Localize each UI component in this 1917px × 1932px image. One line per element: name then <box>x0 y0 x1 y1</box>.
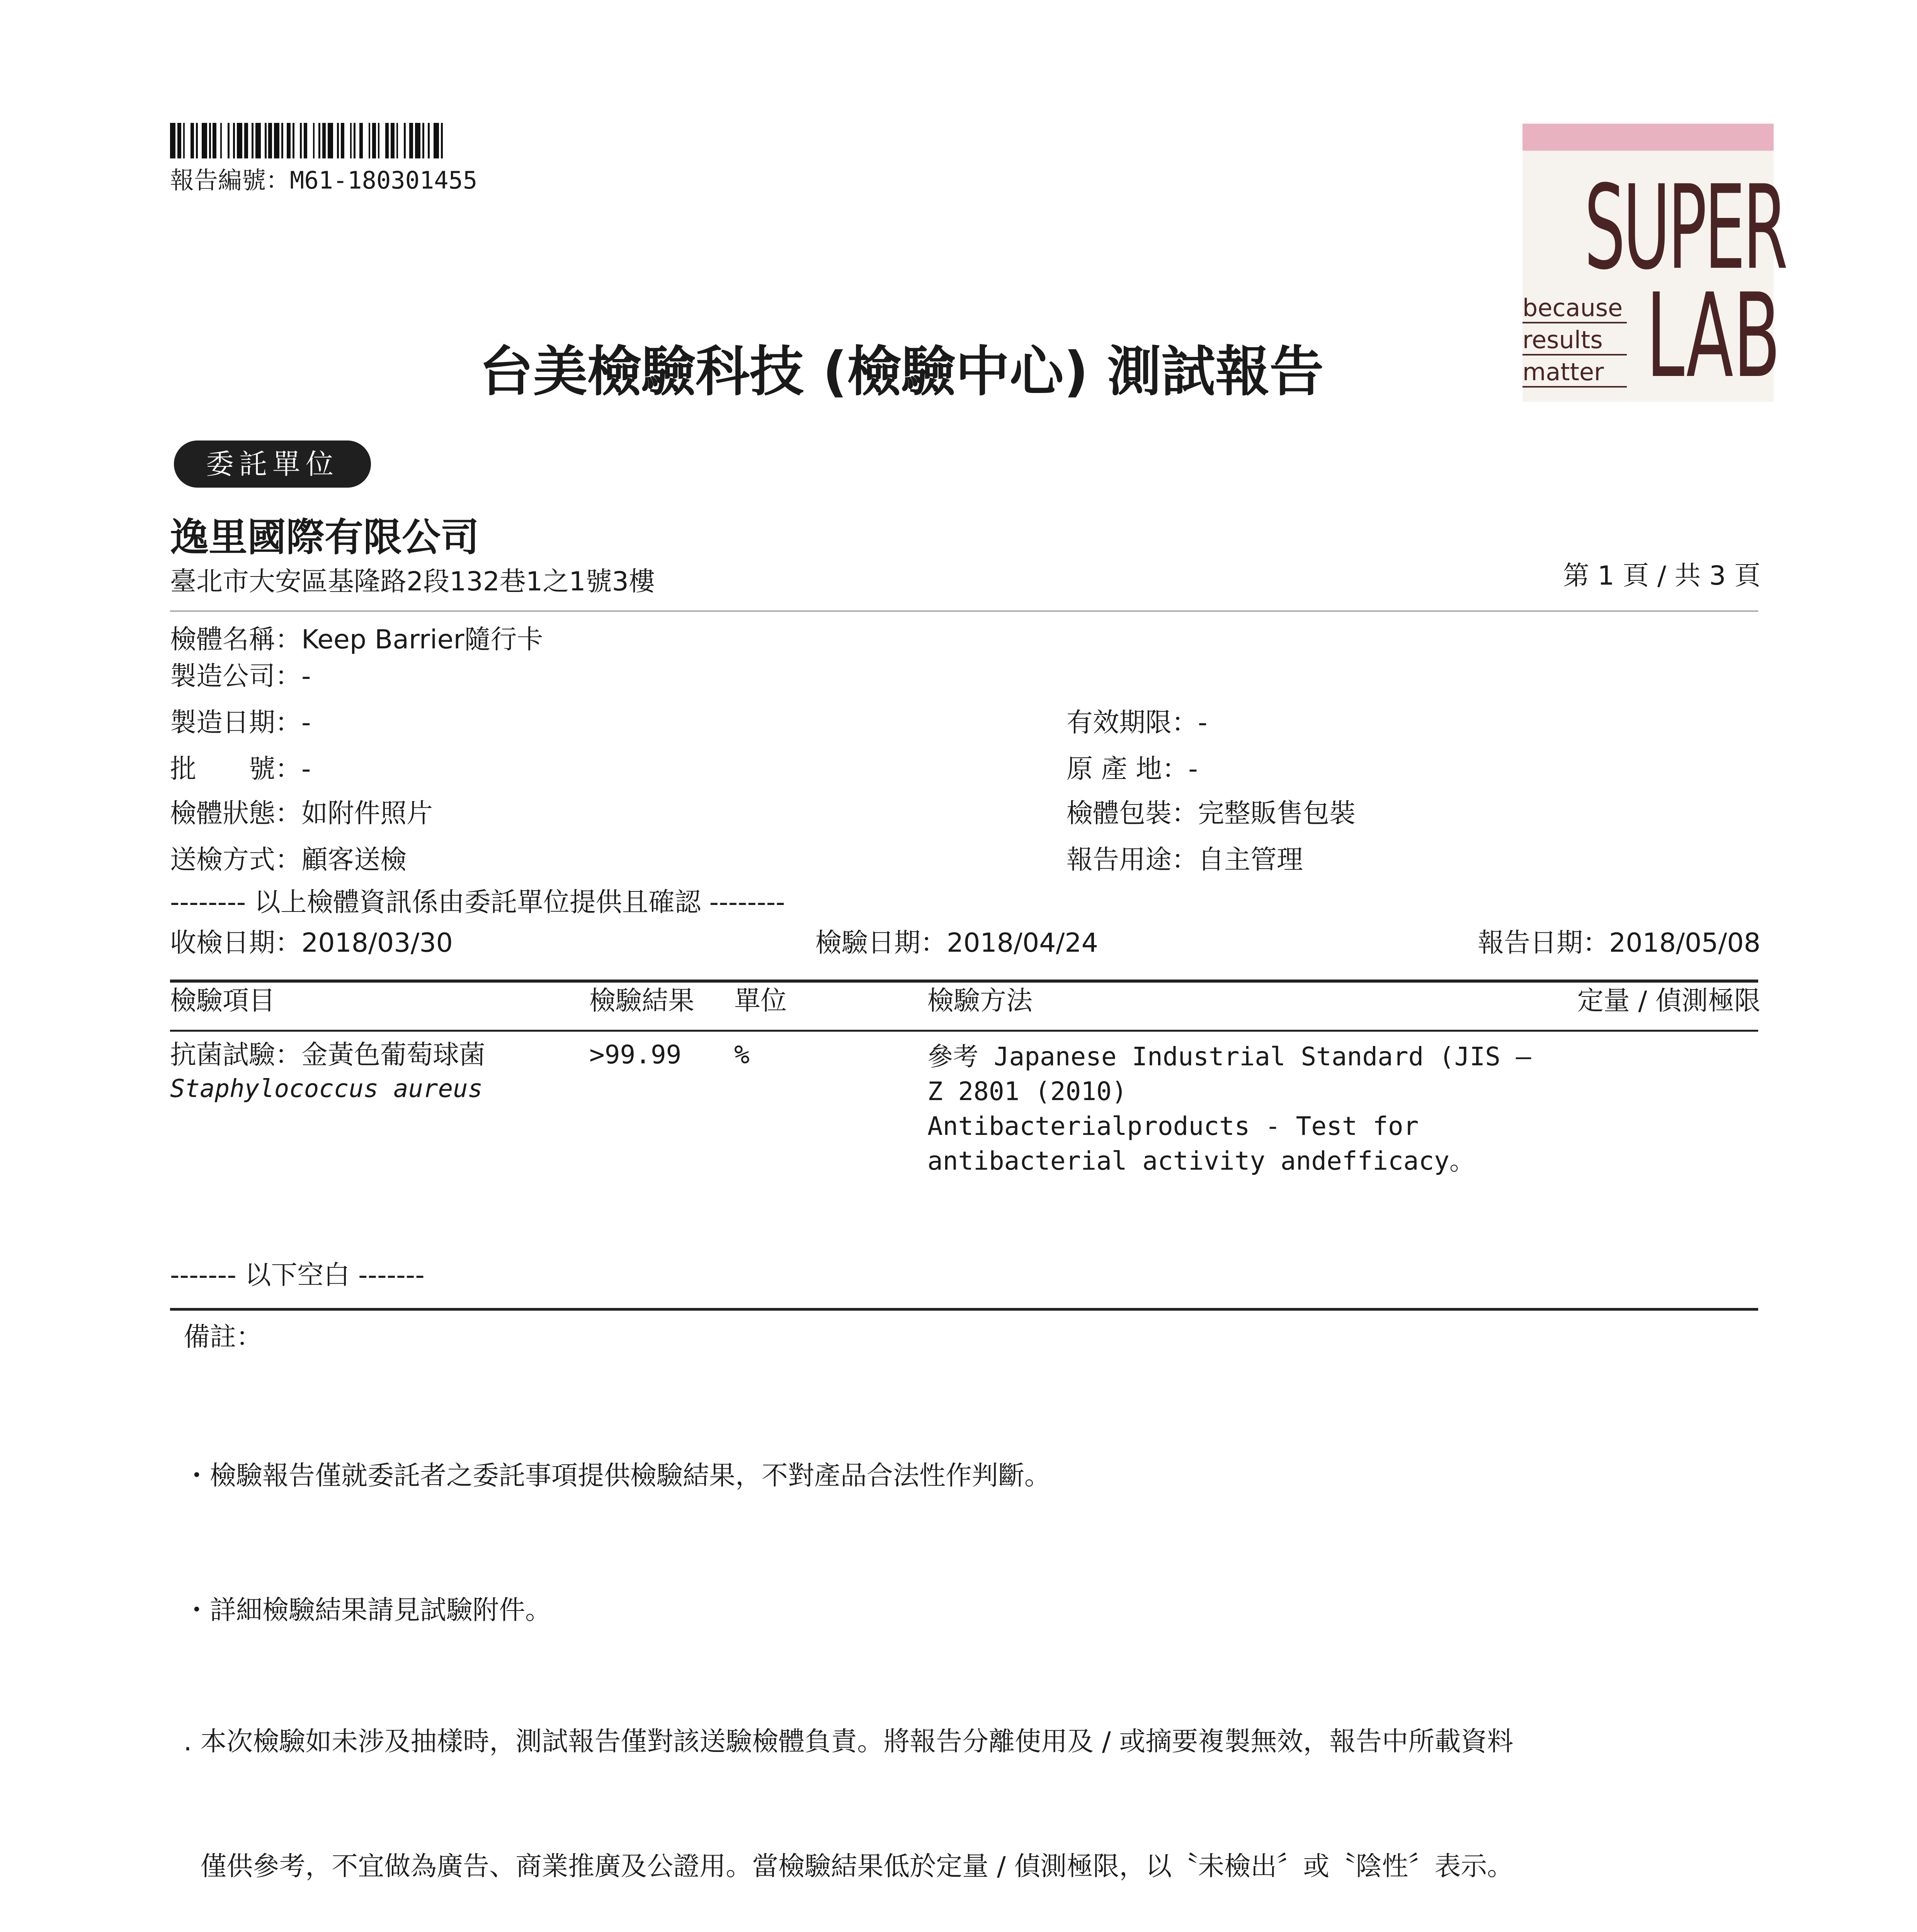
expiry-label: 有效期限： <box>1067 707 1198 738</box>
logo-tag-because: because <box>1522 294 1627 323</box>
mfg-date-value: - <box>301 707 311 738</box>
note-item: ・檢驗報告僅就委託者之委託事項提供檢驗結果，不對產品合法性作判斷。 <box>184 1461 1051 1491</box>
package-label: 檢體包裝： <box>1067 798 1198 829</box>
sample-maker <box>170 661 311 692</box>
barcode-bar <box>404 123 406 158</box>
client-badge: 委託單位 <box>174 440 371 488</box>
barcode-bar <box>372 123 376 158</box>
sample-name-value: Keep Barrier隨行卡 <box>301 624 543 655</box>
barcode-bar <box>196 123 198 158</box>
barcode-bar <box>287 123 291 158</box>
barcode-bar <box>391 123 395 158</box>
table-bottom-border <box>170 1308 1758 1311</box>
expiry-value: - <box>1198 707 1208 738</box>
result-value: >99.99 <box>589 1040 682 1070</box>
sample-mfg-date <box>170 707 311 739</box>
barcode-bar <box>265 123 267 158</box>
logo-tag-matter: matter <box>1522 358 1627 388</box>
barcode-bar <box>274 123 279 158</box>
blank-note: ------- 以下空白 ------- <box>170 1260 425 1291</box>
logo-word-super: SUPER <box>1584 160 1786 295</box>
barcode-bar <box>369 123 371 158</box>
barcode-bar <box>415 123 420 158</box>
barcode-bar <box>354 123 356 158</box>
tested-date: 檢驗日期：2018/04/24 <box>815 928 1098 958</box>
barcode-bar <box>183 123 185 158</box>
col-header-unit: 單位 <box>734 986 787 1016</box>
barcode-bar <box>220 123 222 158</box>
barcode-bar <box>322 123 326 158</box>
barcode-bar <box>268 123 272 158</box>
barcode-bar <box>409 123 413 158</box>
barcode-bar <box>202 123 207 158</box>
barcode-bar <box>434 123 439 158</box>
barcode-bar <box>337 123 339 158</box>
confirm-note: -------- 以上檢體資訊係由委託單位提供且確認 -------- <box>170 887 785 918</box>
result-item: 抗菌試驗：金黃色葡萄球菌 <box>170 1040 486 1070</box>
col-header-method: 檢驗方法 <box>927 986 1033 1016</box>
table-top-border <box>170 980 1758 983</box>
sample-delivery <box>170 844 407 876</box>
page-info: 第 1 頁 / 共 3 頁 <box>1563 561 1761 591</box>
package-value: 完整販售包裝 <box>1198 798 1356 829</box>
barcode-bar <box>313 123 315 158</box>
delivery-label: 送檢方式： <box>170 845 302 875</box>
sample-maker-label: 製造公司： <box>170 661 302 692</box>
sample-state <box>170 798 433 830</box>
barcode-bar <box>237 123 242 158</box>
barcode-bar <box>304 123 308 158</box>
superlab-logo <box>1522 124 1786 403</box>
barcode <box>170 123 533 158</box>
method-line-1: 參考 Japanese Industrial Standard (JIS — <box>927 1042 1531 1071</box>
batch-label: 批 號： <box>170 754 302 784</box>
delivery-value: 顧客送檢 <box>301 845 407 875</box>
barcode-bar <box>328 123 333 158</box>
notes-title: 備註： <box>184 1322 263 1352</box>
barcode-bar <box>170 123 175 158</box>
sample-name-label: 檢體名稱： <box>170 624 302 655</box>
sample-purpose <box>1067 844 1303 876</box>
logo-accent-bar <box>1522 124 1774 151</box>
report-number-value: M61-180301455 <box>290 166 478 194</box>
barcode-bar <box>209 123 211 158</box>
sample-package <box>1067 798 1356 830</box>
divider-client <box>170 611 1758 612</box>
col-header-result: 檢驗結果 <box>589 986 695 1016</box>
barcode-bar <box>441 123 443 158</box>
note-item: 僅供參考，不宜做為廣告、商業推廣及公證用。當檢驗結果低於定量 / 偵測極限，以〝未檢出〞或〝陰性〞表示。 <box>184 1851 1514 1882</box>
report-title: 台美檢驗科技 (檢驗中心) 測試報告 <box>479 340 1324 403</box>
barcode-bar <box>213 123 216 158</box>
col-header-item: 檢驗項目 <box>170 986 276 1016</box>
mfg-date-label: 製造日期： <box>170 707 302 738</box>
notes-list <box>184 1364 1513 1927</box>
method-line-3: Antibacterialproducts - Test for <box>927 1111 1419 1141</box>
client-name: 逸里國際有限公司 <box>170 515 479 560</box>
barcode-bar <box>300 123 302 158</box>
barcode-bar <box>396 123 398 158</box>
logo-tag-results: results <box>1522 326 1627 355</box>
barcode-bar <box>318 123 320 158</box>
result-unit: % <box>734 1040 750 1070</box>
barcode-bar <box>177 123 181 158</box>
report-number <box>170 166 477 195</box>
table-header-border <box>170 1030 1758 1032</box>
method-line-4: antibacterial activity andefficacy。 <box>927 1146 1475 1176</box>
barcode-bar <box>255 123 261 158</box>
barcode-bar <box>350 123 352 158</box>
barcode-bar <box>233 123 235 158</box>
batch-value: - <box>301 754 311 784</box>
result-method <box>927 1039 1531 1179</box>
logo-word-lab: LAB <box>1646 269 1781 403</box>
note-item: . 本次檢驗如未涉及抽樣時，測試報告僅對該送驗檢體負責。將報告分離使用及 / 或摘要複製無效，報告中所載資料 <box>184 1726 1514 1757</box>
barcode-bar <box>422 123 424 158</box>
barcode-bar <box>378 123 380 158</box>
sample-name <box>170 624 543 656</box>
purpose-value: 自主管理 <box>1198 845 1303 875</box>
barcode-bar <box>281 123 283 158</box>
barcode-bar <box>191 123 194 158</box>
report-number-label: 報告編號： <box>170 166 290 194</box>
barcode-bar <box>341 123 345 158</box>
origin-label: 原 產 地： <box>1067 754 1189 784</box>
barcode-bar <box>359 123 363 158</box>
reported-date: 報告日期：2018/05/08 <box>1478 928 1761 958</box>
state-value: 如附件照片 <box>301 798 433 829</box>
note-item: ・詳細檢驗結果請見試驗附件。 <box>184 1595 552 1626</box>
barcode-bar <box>228 123 230 158</box>
received-date: 收檢日期：2018/03/30 <box>170 928 453 958</box>
sample-expiry <box>1067 707 1208 739</box>
state-label: 檢體狀態： <box>170 798 302 829</box>
col-header-limit: 定量 / 偵測極限 <box>1577 986 1761 1016</box>
barcode-bar <box>293 123 294 158</box>
client-address: 臺北市大安區基隆路2段132巷1之1號3樓 <box>170 566 655 597</box>
barcode-bar <box>428 123 430 158</box>
sample-origin <box>1067 753 1198 785</box>
barcode-bar <box>252 123 253 158</box>
barcode-bar <box>385 123 389 158</box>
method-line-2: Z 2801 (2010) <box>927 1077 1127 1106</box>
sample-maker-value: - <box>301 661 311 692</box>
sample-batch <box>170 753 311 785</box>
origin-value: - <box>1188 754 1198 784</box>
barcode-bar <box>244 123 248 158</box>
logo-tagline <box>1522 294 1627 388</box>
result-item-latin: Staphylococcus aureus <box>170 1075 483 1103</box>
purpose-label: 報告用途： <box>1067 845 1198 875</box>
